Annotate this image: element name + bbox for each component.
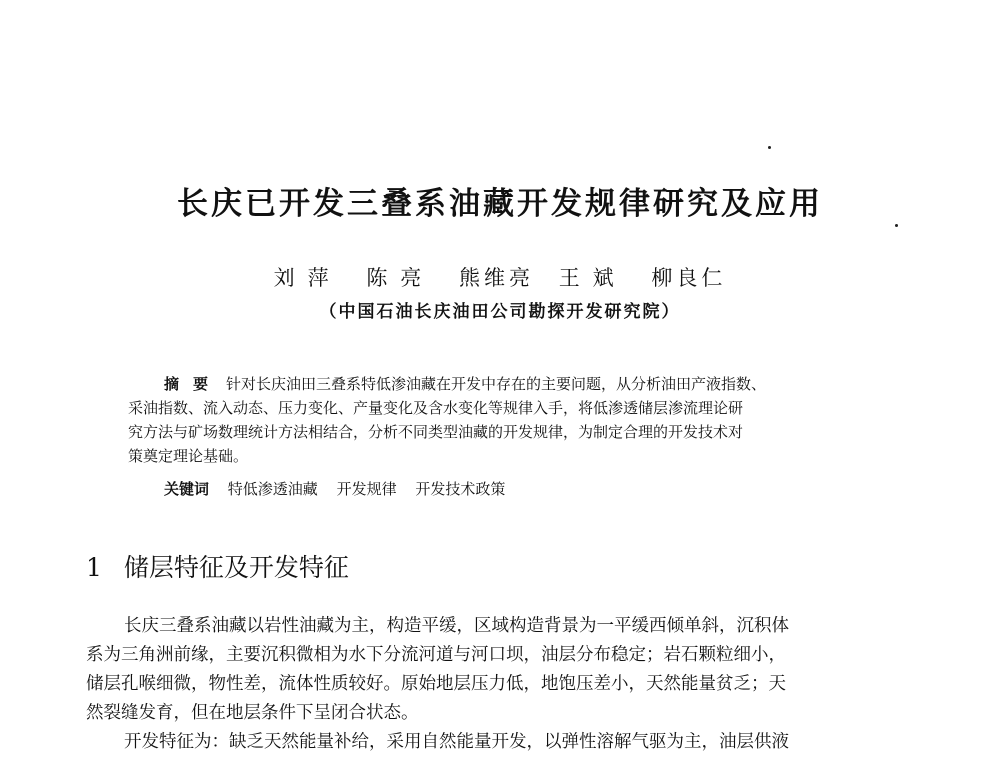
author-name: 熊维亮	[459, 266, 534, 290]
abstract-line: 究方法与矿场数理统计方法相结合，分析不同类型油藏的开发规律，为制定合理的开发技术对	[128, 423, 744, 441]
keyword: 特低渗透油藏	[227, 480, 318, 498]
keywords-line	[164, 478, 519, 499]
abstract-label: 摘要	[164, 375, 223, 393]
body-line: 储层孔喉细微，物性差，流体性质较好。原始地层压力低，地饱压差小，天然能量贫乏；天	[86, 674, 786, 694]
keyword: 开发规律	[336, 480, 397, 498]
body-line: 开发特征为：缺乏天然能量补给，采用自然能量开发，以弹性溶解气驱为主，油层供液	[124, 732, 789, 752]
author-name: 柳良仁	[651, 266, 727, 290]
author-name: 陈亮	[366, 266, 435, 290]
abstract-line	[128, 372, 878, 396]
author-name: 刘萍	[273, 266, 342, 290]
body-text	[86, 612, 916, 757]
body-line: 然裂缝发育，但在地层条件下呈闭合状态。	[86, 703, 419, 723]
abstract-line: 采油指数、流入动态、压力变化、产量变化及含水变化等规律入手，将低渗透储层渗流理论研	[128, 399, 744, 417]
scan-speck	[768, 146, 771, 149]
author-list	[0, 262, 1000, 292]
author-name: 王斌	[558, 266, 627, 290]
scan-speck	[895, 224, 898, 227]
section-number: 1	[86, 553, 102, 582]
author-affiliation: （中国石油长庆油田公司勘探开发研究院）	[319, 302, 681, 322]
body-line: 长庆三叠系油藏以岩性油藏为主，构造平缓，区域构造背景为一平缓西倾单斜，沉积体	[124, 616, 789, 636]
body-line: 系为三角洲前缘，主要沉积微相为水下分流河道与河口坝，油层分布稳定；岩石颗粒细小，	[86, 645, 786, 665]
abstract-text: 针对长庆油田三叠系特低渗油藏在开发中存在的主要问题，从分析油田产液指数、	[226, 375, 767, 393]
section-title: 储层特征及开发特征	[123, 553, 349, 582]
keyword: 开发技术政策	[415, 480, 506, 498]
abstract-block	[128, 372, 878, 468]
abstract-line: 策奠定理论基础。	[128, 447, 249, 465]
section-heading	[86, 548, 349, 584]
keywords-label: 关键词	[164, 480, 210, 498]
paper-title: 长庆已开发三叠系油藏开发规律研究及应用	[177, 186, 823, 222]
